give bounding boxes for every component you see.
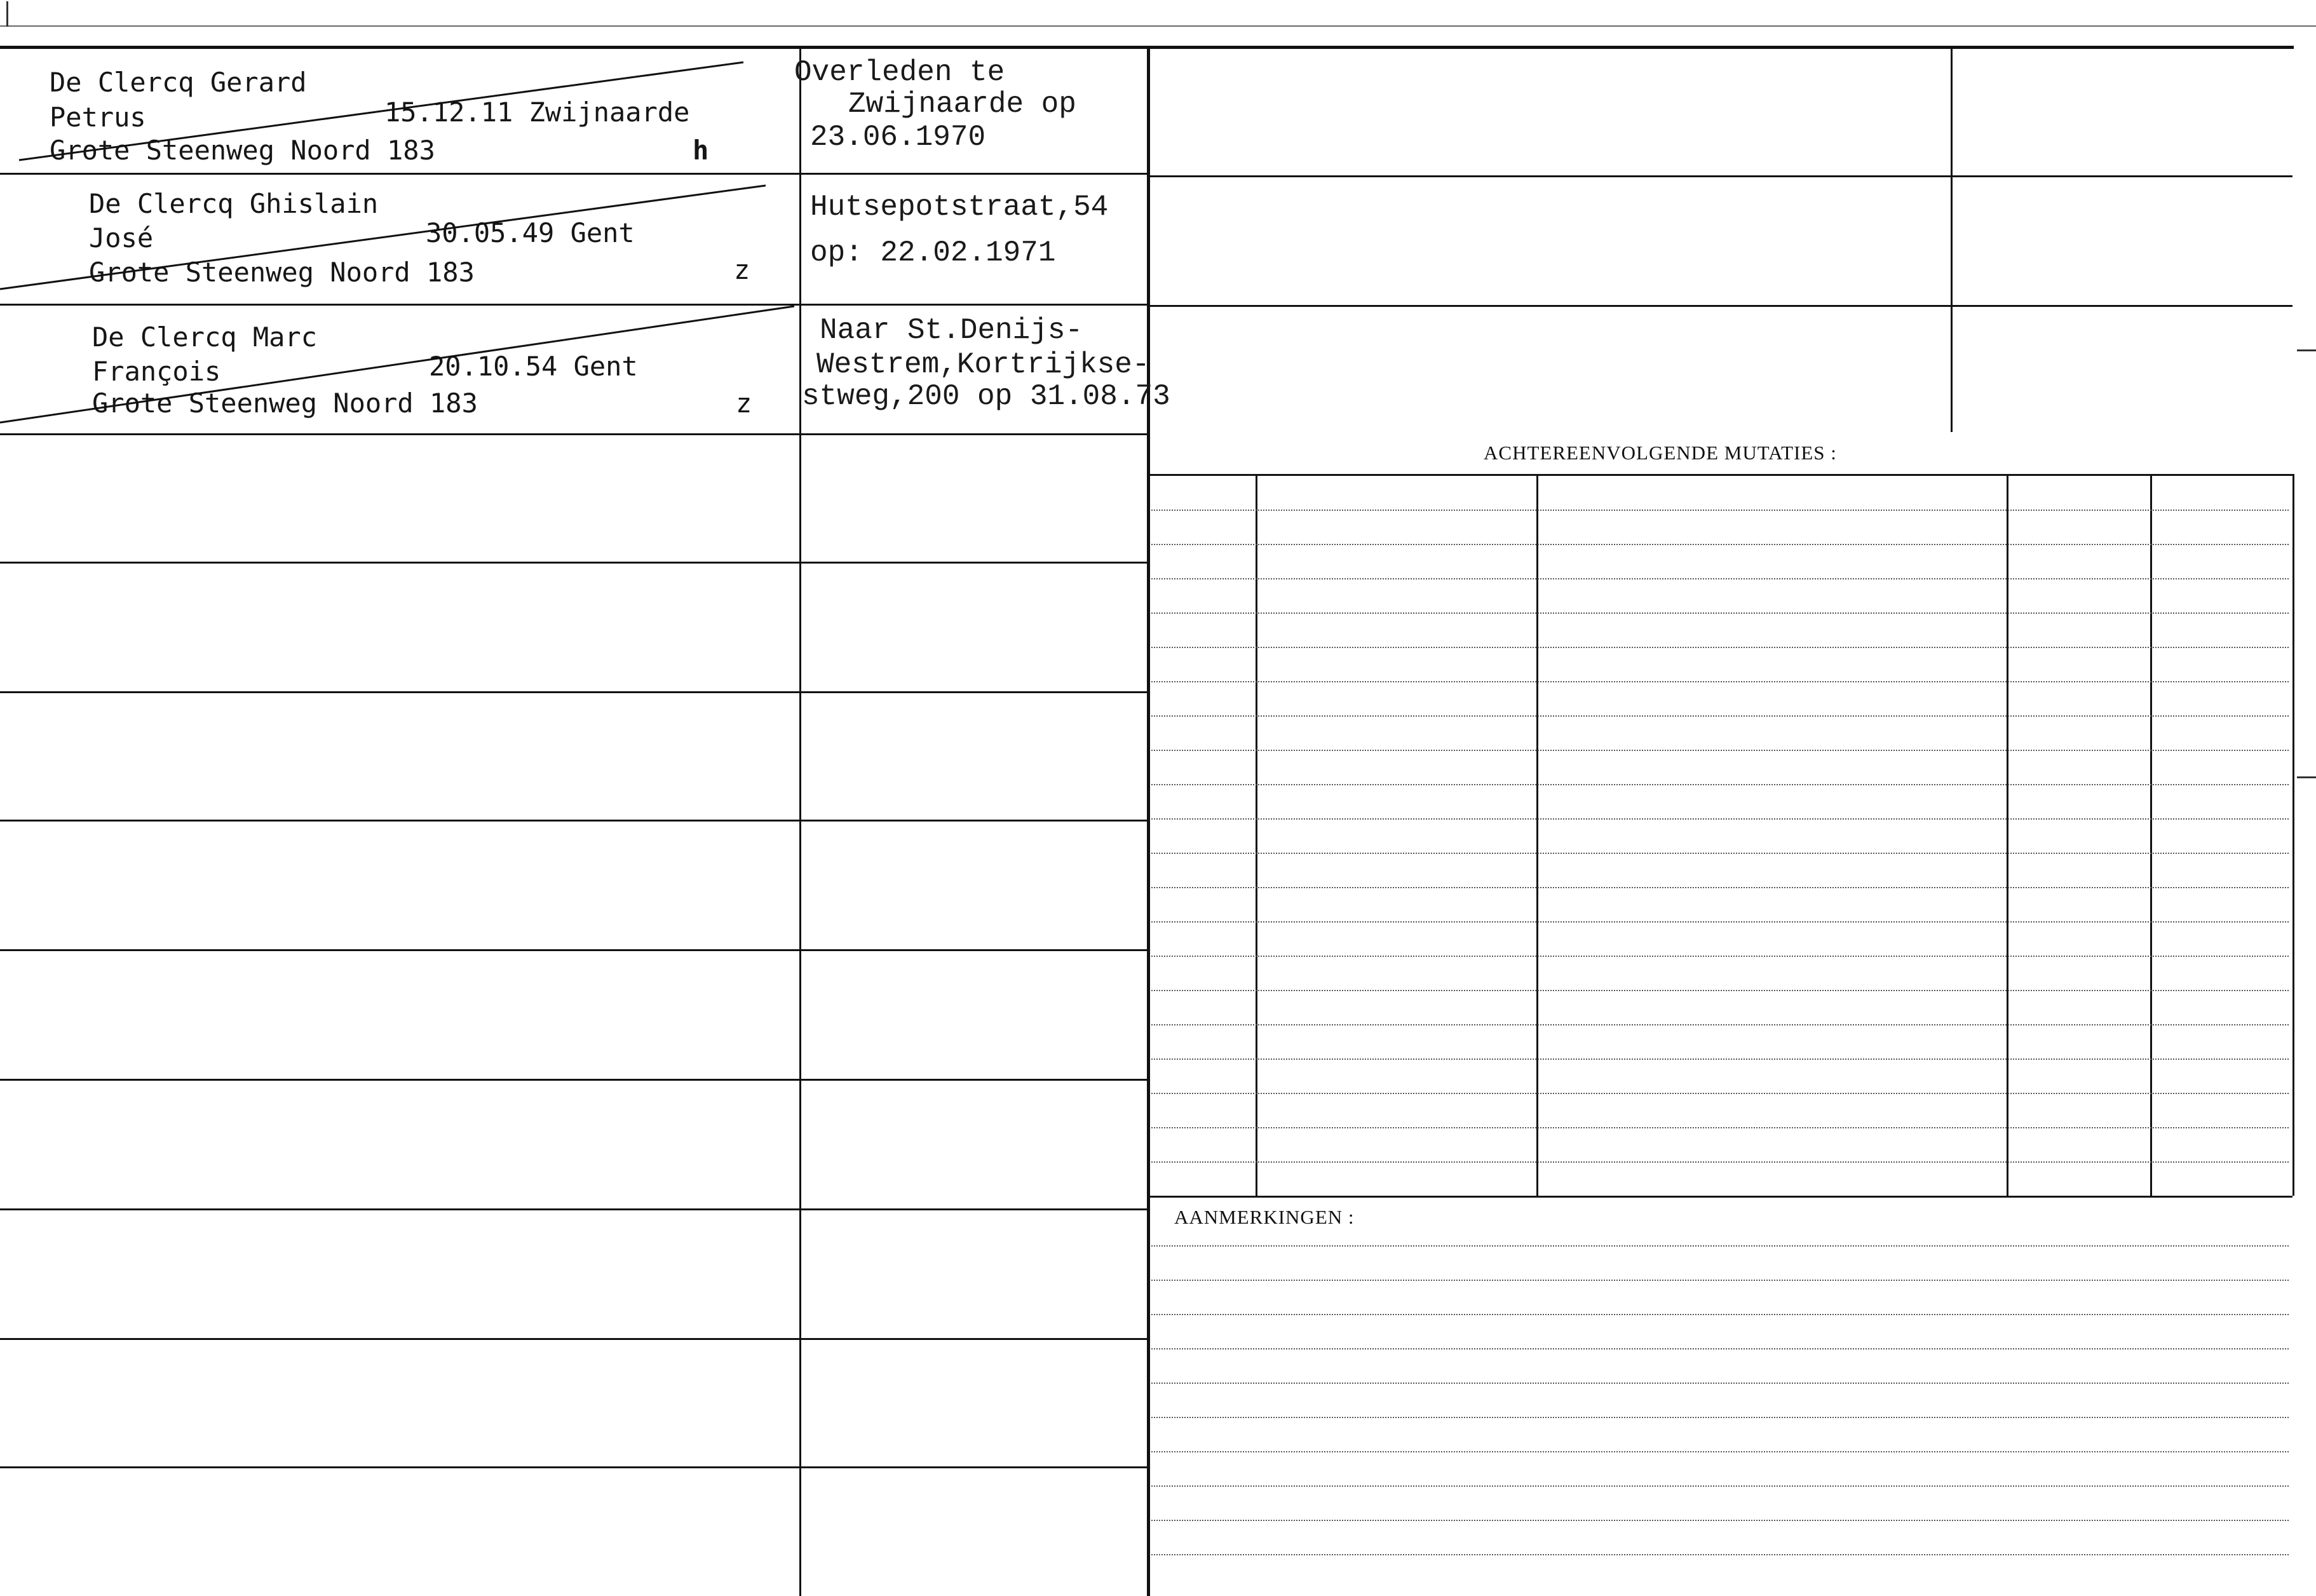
mutations-top-line <box>1149 474 2292 476</box>
mut-col-3 <box>2007 474 2008 1196</box>
entry-1-remark-line1: Overleden te <box>794 56 1005 89</box>
row-line-11 <box>0 1466 1149 1468</box>
entry-1-remark-line3: 23.06.1970 <box>810 121 986 154</box>
mutation-dotted-row <box>1151 990 2289 991</box>
strike-lines <box>0 0 801 445</box>
mutation-dotted-row <box>1151 818 2289 820</box>
mut-col-2 <box>1536 474 1538 1196</box>
mutation-dotted-row <box>1151 853 2289 854</box>
remark-dotted-row <box>1151 1348 2289 1349</box>
entry-3-remark-line1: Naar St.Denijs- <box>820 314 1083 347</box>
entry-1-strike-line <box>19 62 743 160</box>
entry-3-name-line1: De Clercq Marc <box>92 321 318 353</box>
remark-dotted-row <box>1151 1245 2289 1247</box>
mutation-dotted-row <box>1151 921 2289 923</box>
col-divider-upper-right <box>1951 46 1953 432</box>
entry-2-remark-line1: Hutsepotstraat,54 <box>810 191 1109 224</box>
mutation-dotted-row <box>1151 1024 2289 1025</box>
mutation-dotted-row <box>1151 1127 2289 1128</box>
mutation-dotted-row <box>1151 1058 2289 1060</box>
row-line-9 <box>0 1208 1149 1210</box>
mutation-dotted-row <box>1151 612 2289 614</box>
entry-1-name-line1: De Clercq Gerard <box>50 67 307 98</box>
mutation-dotted-row <box>1151 647 2289 648</box>
right-row-line-1 <box>1149 175 2292 177</box>
row-line-4 <box>0 562 1149 564</box>
mutations-bottom-line <box>1149 1196 2292 1198</box>
mutation-dotted-row <box>1151 956 2289 957</box>
row-line-5 <box>0 691 1149 693</box>
mutation-dotted-row <box>1151 715 2289 717</box>
mutation-dotted-row <box>1151 578 2289 579</box>
entry-2-birth: 30.05.49 Gent <box>426 217 635 248</box>
side-tick-2 <box>2297 776 2316 778</box>
entry-3-strike-line <box>0 306 794 423</box>
entry-3-remark-line2: Westrem,Kortrijkse- <box>816 348 1150 381</box>
entry-1-address: Grote Steenweg Noord 183 <box>50 135 435 166</box>
remark-dotted-row <box>1151 1314 2289 1315</box>
remark-dotted-row <box>1151 1520 2289 1521</box>
row-line-10 <box>0 1338 1149 1340</box>
entry-2-address: Grote Steenweg Noord 183 <box>89 257 475 288</box>
entry-3-name-line2: François <box>92 356 221 387</box>
mutation-dotted-row <box>1151 1161 2289 1163</box>
remark-dotted-row <box>1151 1383 2289 1384</box>
mutation-dotted-row <box>1151 784 2289 785</box>
row-line-7 <box>0 949 1149 951</box>
entry-3-birth: 20.10.54 Gent <box>429 351 638 382</box>
row-line-6 <box>0 820 1149 822</box>
remark-dotted-row <box>1151 1485 2289 1487</box>
mutation-dotted-row <box>1151 1093 2289 1094</box>
entry-1-remark-line2: Zwijnaarde op <box>848 88 1076 121</box>
entry-3-remark-line3: stweg,200 op 31.08.73 <box>802 380 1170 413</box>
entry-1-name-line2: Petrus <box>50 102 146 133</box>
remark-dotted-row <box>1151 1280 2289 1281</box>
mut-col-4 <box>2150 474 2152 1196</box>
entry-2-remark-line2: op: 22.02.1971 <box>810 236 1056 269</box>
mutation-dotted-row <box>1151 887 2289 888</box>
remark-dotted-row <box>1151 1554 2289 1555</box>
mutation-dotted-row <box>1151 510 2289 511</box>
entry-1-birth: 15.12.11 Zwijnaarde <box>384 97 690 128</box>
side-tick-1 <box>2297 349 2316 351</box>
mutation-dotted-row <box>1151 750 2289 751</box>
mutation-dotted-row <box>1151 544 2289 545</box>
mutation-dotted-row <box>1151 681 2289 682</box>
entry-1-code: h <box>693 135 709 166</box>
remarks-header: AANMERKINGEN : <box>1174 1206 1355 1228</box>
mutations-header: ACHTEREENVOLGENDE MUTATIES : <box>1484 442 1837 464</box>
col-divider-main <box>1147 46 1150 1596</box>
entry-2-strike-line <box>0 186 766 289</box>
mut-col-5 <box>2292 474 2294 1196</box>
remark-dotted-row <box>1151 1417 2289 1418</box>
entry-2-name-line2: José <box>89 222 154 254</box>
row-line-8 <box>0 1079 1149 1081</box>
right-row-line-2 <box>1149 305 2292 307</box>
mut-col-1 <box>1256 474 1257 1196</box>
remark-dotted-row <box>1151 1451 2289 1452</box>
entry-3-code: z <box>736 388 752 419</box>
entry-2-code: z <box>734 254 750 285</box>
entry-3-address: Grote Steenweg Noord 183 <box>92 388 478 419</box>
entry-2-name-line1: De Clercq Ghislain <box>89 188 379 219</box>
